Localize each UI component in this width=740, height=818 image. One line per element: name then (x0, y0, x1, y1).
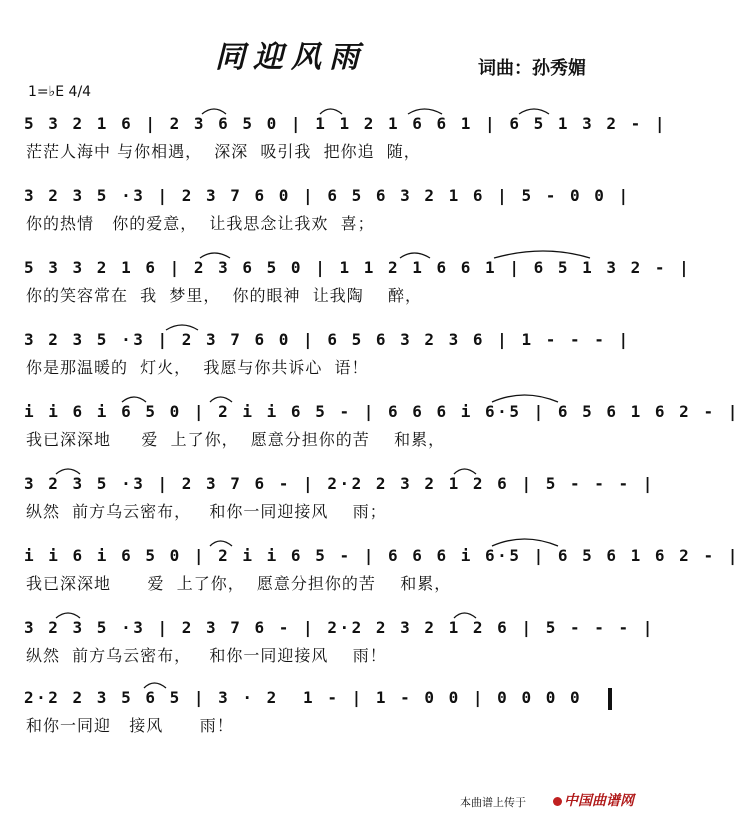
lyrics-row: 纵然 前方乌云密布， 和你一同迎接风 雨！ (26, 646, 387, 665)
score-line (24, 174, 631, 234)
lyrics-row: 你是那温暖的 灯火， 我愿与你共诉心 语！ (26, 358, 369, 377)
notation-row: i i 6 i 6 5 0 | 2 i i 6 5 - | 6 6 6 i 6·5 | 6 5 6 1 6 2 - | (24, 546, 740, 565)
score-line (24, 462, 655, 522)
score-line (24, 676, 624, 736)
lyrics-row: 你的热情 你的爱意， 让我思念让我欢 喜； (26, 214, 375, 233)
lyrics-row: 纵然 前方乌云密布， 和你一同迎接风 雨； (26, 502, 387, 521)
lyrics-row: 我已深深地 爱 上了你， 愿意分担你的苦 和累， (26, 574, 452, 593)
notation-row: 5 3 2 1 6 | 2 3 6 5 0 | 1 1 2 1 6 6 1 | 6 5 1 3 2 - | (24, 114, 668, 133)
key-signature: 1=♭E 4/4 (28, 84, 92, 100)
lyrics-row: 我已深深地 爱 上了你， 愿意分担你的苦 和累， (26, 430, 446, 449)
score-line (24, 318, 631, 378)
lyrics-row: 和你一同迎 接风 雨！ (26, 716, 234, 735)
score-line (24, 606, 655, 666)
notation-row: 3 2 3 5 ·3 | 2 3 7 6 - | 2·2 2 3 2 1 2 6 | 5 - - - | (24, 474, 655, 493)
score-line (24, 390, 740, 450)
notation-row: 2·2 2 3 5 6 5 | 3 · 2 1 - | 1 - 0 0 | 0 0 0 0 (24, 688, 583, 707)
lyrics-row: 茫茫人海中 与你相遇， 深深 吸引我 把你追 随， (26, 142, 421, 161)
song-title: 同迎风雨 (215, 40, 367, 75)
score-line (24, 534, 740, 594)
final-barline (608, 688, 612, 710)
site-name: 中国曲谱网 (564, 793, 634, 809)
notation-row: 3 2 3 5 ·3 | 2 3 7 6 - | 2·2 2 3 2 1 2 6 | 5 - - - | (24, 618, 655, 637)
lyrics-row: 你的笑容常在 我 梦里， 你的眼神 让我陶 醉， (26, 286, 423, 305)
upload-note: 本曲谱上传于 (460, 796, 526, 809)
score-line (24, 246, 692, 306)
notation-row: 5 3 3 2 1 6 | 2 3 6 5 0 | 1 1 2 1 6 6 1 | 6 5 1 3 2 - | (24, 258, 692, 277)
notation-row: 3 2 3 5 ·3 | 2 3 7 6 0 | 6 5 6 3 2 3 6 | 1 - - - | (24, 330, 631, 349)
notation-row: 3 2 3 5 ·3 | 2 3 7 6 0 | 6 5 6 3 2 1 6 | 5 - 0 0 | (24, 186, 631, 205)
site-logo[interactable] (553, 790, 634, 810)
score-line (24, 102, 668, 162)
notation-row: i i 6 i 6 5 0 | 2 i i 6 5 - | 6 6 6 i 6·5 | 6 5 6 1 6 2 - | (24, 402, 740, 421)
logo-icon (553, 797, 562, 806)
composer-credit: 词曲：孙秀媚 (478, 58, 586, 79)
